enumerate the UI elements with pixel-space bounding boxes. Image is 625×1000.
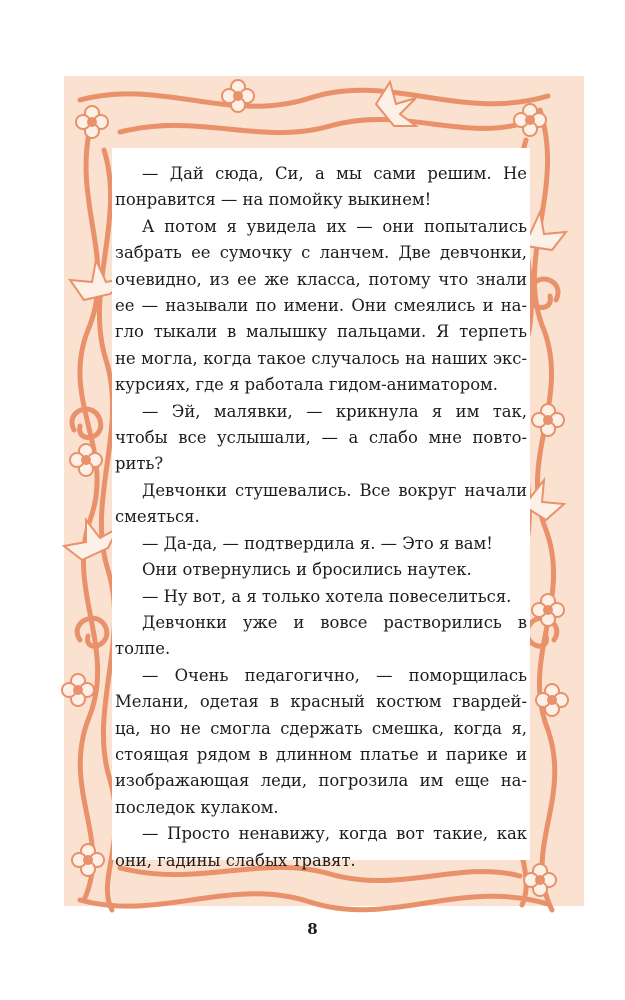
text-line: смеяться.: [115, 507, 200, 527]
flower-icon: [76, 106, 108, 138]
paragraph: [115, 821, 527, 874]
text-line: — Дай сюда, Си, а мы сами решим. Не: [142, 164, 527, 183]
paragraph: [115, 478, 527, 531]
text-line: забрать ее сумочку с ланчем. Две девчонки,: [115, 243, 527, 263]
text-line: Мелани, одетая в красный костюм гвардей-: [115, 692, 527, 712]
text-line: не могла, когда такое случалось на наших экс-: [115, 348, 527, 368]
text-line: понравится — на помойку выкинем!: [115, 190, 432, 210]
text-line: стоящая рядом в длинном платье и парике и: [115, 744, 527, 764]
text-line: Девчонки стушевались. Все вокруг начали: [142, 480, 527, 500]
text-line: чтобы все услышали, — а слабо мне повто-: [115, 428, 527, 448]
text-line: Они отвернулись и бросились наутек.: [142, 560, 472, 580]
text-line: толпе.: [115, 639, 171, 659]
paragraph: [115, 214, 527, 399]
paragraph: [115, 399, 527, 478]
flower-icon: [532, 404, 564, 436]
bottom-vine: [80, 894, 548, 910]
text-line: гло тыкали в малышку пальцами. Я терпеть: [115, 322, 527, 342]
text-line: — Ну вот, а я только хотела повеселиться.: [142, 586, 512, 606]
text-line: ее — называли по имени. Они смеялись и на-: [115, 296, 527, 316]
left-vine: [80, 120, 98, 900]
text-line: А потом я увидела их — они попытались: [142, 216, 527, 236]
text-line: — Эй, малявки, — крикнула я им так,: [142, 401, 527, 421]
flower-icon: [62, 674, 94, 706]
text-line: последок кулаком.: [115, 797, 279, 817]
text-line: — Да-да, — подтвердила я. — Это я вам!: [142, 533, 493, 553]
text-line: Девчонки уже и вовсе растворились в: [142, 612, 527, 632]
paragraph: [115, 557, 527, 583]
text-line: очевидно, из ее же класса, потому что знали: [115, 269, 527, 289]
paragraph: [115, 531, 527, 557]
top-vine: [80, 90, 548, 106]
text-line: — Очень педагогично, — поморщилась: [142, 665, 527, 685]
lily-icon: [64, 520, 118, 560]
flower-icon: [524, 864, 556, 896]
flower-icon: [72, 844, 104, 876]
page-number: 8: [307, 920, 318, 938]
paragraph: [115, 584, 527, 610]
text-line: — Просто ненавижу, когда вот такие, как: [142, 824, 527, 844]
paragraph: [115, 610, 527, 663]
body-text: [115, 161, 527, 874]
paragraph: [115, 161, 527, 214]
text-line: курсиях, где я работала гидом-аниматором.: [115, 375, 499, 395]
text-line: ца, но не смогла сдержать смешка, когда я,: [115, 718, 527, 738]
top-vine-2: [120, 119, 520, 132]
paragraph: [115, 663, 527, 821]
text-line: изображающая леди, погрозила им еще на-: [115, 771, 527, 791]
text-line: рить?: [115, 454, 164, 474]
text-line: они, гадины слабых травят.: [115, 850, 356, 870]
